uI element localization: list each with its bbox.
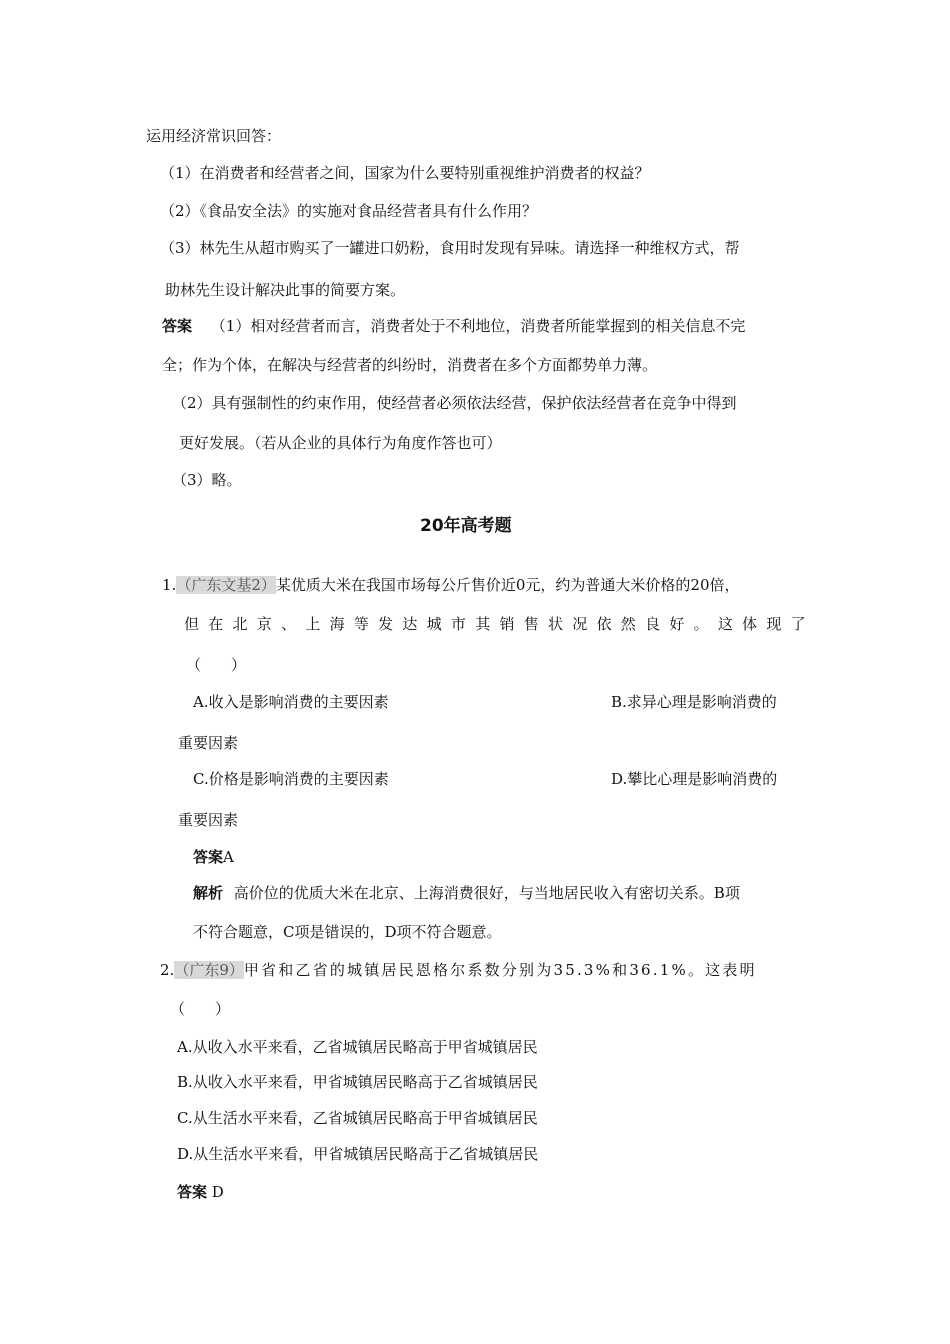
q1-stem-char: 达 xyxy=(402,615,418,633)
q2-stem xyxy=(160,960,757,980)
q1-blank: （ ） xyxy=(186,656,247,674)
intro-question-2: （2）《食品安全法》的实施对食品经营者具有什么作用？ xyxy=(160,202,538,220)
q1-option-d-cont: 重要因素 xyxy=(178,811,239,829)
q2-source: （广东9） xyxy=(174,961,244,979)
intro-answer-line-1 xyxy=(162,316,745,336)
q1-stem-char: 、 xyxy=(281,615,297,633)
q1-stem-char: 良 xyxy=(645,615,661,633)
q1-stem-char: 了 xyxy=(790,615,806,633)
q1-analysis-line-1 xyxy=(193,883,740,903)
q1-stem-char: 这 xyxy=(717,615,733,633)
q1-stem-char: 销 xyxy=(499,615,515,633)
q1-analysis-line-2: 不符合题意，C项是错误的，D项不符合题意。 xyxy=(193,923,502,941)
q1-answer-value: A xyxy=(223,848,234,866)
q2-answer-label: 答案 xyxy=(177,1183,208,1201)
q1-option-b: B.求异心理是影响消费的 xyxy=(611,693,777,711)
q2-blank: （ ） xyxy=(170,1000,231,1018)
q1-stem-char: 现 xyxy=(766,615,782,633)
q1-option-b-cont: 重要因素 xyxy=(178,734,239,752)
q1-stem-char: 好 xyxy=(669,615,685,633)
q1-stem-char: 售 xyxy=(523,615,539,633)
q1-stem-char: 等 xyxy=(353,615,369,633)
q1-stem-char: 发 xyxy=(378,615,394,633)
q1-stem-char: 京 xyxy=(256,615,272,633)
q2-option-d: D.从生活水平来看，甲省城镇居民略高于乙省城镇居民 xyxy=(177,1145,539,1163)
q1-stem-char: 上 xyxy=(305,615,321,633)
q1-stem-char: 。 xyxy=(693,615,709,633)
q2-option-a: A.从收入水平来看，乙省城镇居民略高于甲省城镇居民 xyxy=(177,1038,538,1056)
q1-analysis-text: 高价位的优质大米在北京、上海消费很好，与当地居民收入有密切关系。B项 xyxy=(233,884,740,902)
intro-answer-2-line-1: （2）具有强制性的约束作用，使经营者必须依法经营，保护依法经营者在竞争中得到 xyxy=(172,394,737,412)
q1-stem-char: 市 xyxy=(450,615,466,633)
answer-1-text: （1）相对经营者而言，消费者处于不利地位，消费者所能掌握到的相关信息不完 xyxy=(210,317,746,335)
q1-stem-char: 体 xyxy=(742,615,758,633)
q1-analysis-label: 解析 xyxy=(193,884,224,902)
intro-answer-line-2: 全；作为个体，在解决与经营者的纠纷时，消费者在多个方面都势单力薄。 xyxy=(162,356,658,374)
q1-stem-line-2 xyxy=(184,614,806,634)
q1-stem-char: 海 xyxy=(329,615,345,633)
q1-source: （广东文基2） xyxy=(176,576,276,594)
q2-answer xyxy=(177,1182,224,1202)
q2-option-c: C.从生活水平来看，乙省城镇居民略高于甲省城镇居民 xyxy=(177,1109,538,1127)
q1-option-c: C.价格是影响消费的主要因素 xyxy=(193,770,389,788)
q2-option-b: B.从收入水平来看，甲省城镇居民略高于乙省城镇居民 xyxy=(177,1073,538,1091)
q1-number: 1. xyxy=(162,576,177,594)
intro-prompt: 运用经济常识回答： xyxy=(146,127,282,145)
q2-answer-value: D xyxy=(211,1183,224,1201)
q1-stem-char: 北 xyxy=(232,615,248,633)
q2-number: 2. xyxy=(160,961,175,979)
section-title: 20年高考题 xyxy=(420,516,512,536)
q1-option-d: D.攀比心理是影响消费的 xyxy=(611,770,778,788)
q1-option-a: A.收入是影响消费的主要因素 xyxy=(193,693,389,711)
q1-answer xyxy=(193,847,234,867)
intro-question-3-line-1: （3）林先生从超市购买了一罐进口奶粉，食用时发现有异味。请选择一种维权方式，帮 xyxy=(160,239,740,257)
q1-stem-char: 状 xyxy=(547,615,563,633)
intro-answer-3: （3）略。 xyxy=(172,471,242,489)
q2-stem-text: 甲省和乙省的城镇居民恩格尔系数分别为35.3%和36.1%。这表明 xyxy=(243,961,757,979)
intro-question-3-line-2: 助林先生设计解决此事的简要方案。 xyxy=(165,281,406,299)
q1-stem-char: 其 xyxy=(475,615,491,633)
q1-stem-text: 某优质大米在我国市场每公斤售价近0元，约为普通大米价格的20倍， xyxy=(275,576,740,594)
q1-stem-char: 然 xyxy=(620,615,636,633)
q1-stem-char: 但 xyxy=(184,615,200,633)
q1-stem-char: 依 xyxy=(596,615,612,633)
q1-stem-char: 在 xyxy=(208,615,224,633)
q1-answer-label: 答案 xyxy=(193,848,224,866)
q1-stem-char: 况 xyxy=(572,615,588,633)
answer-label: 答案 xyxy=(162,317,193,335)
q1-stem-line-1 xyxy=(162,575,740,595)
q1-stem-char: 城 xyxy=(426,615,442,633)
intro-answer-2-line-2: 更好发展。（若从企业的具体行为角度作答也可） xyxy=(179,434,502,452)
intro-question-1: （1）在消费者和经营者之间，国家为什么要特别重视维护消费者的权益？ xyxy=(160,164,650,182)
